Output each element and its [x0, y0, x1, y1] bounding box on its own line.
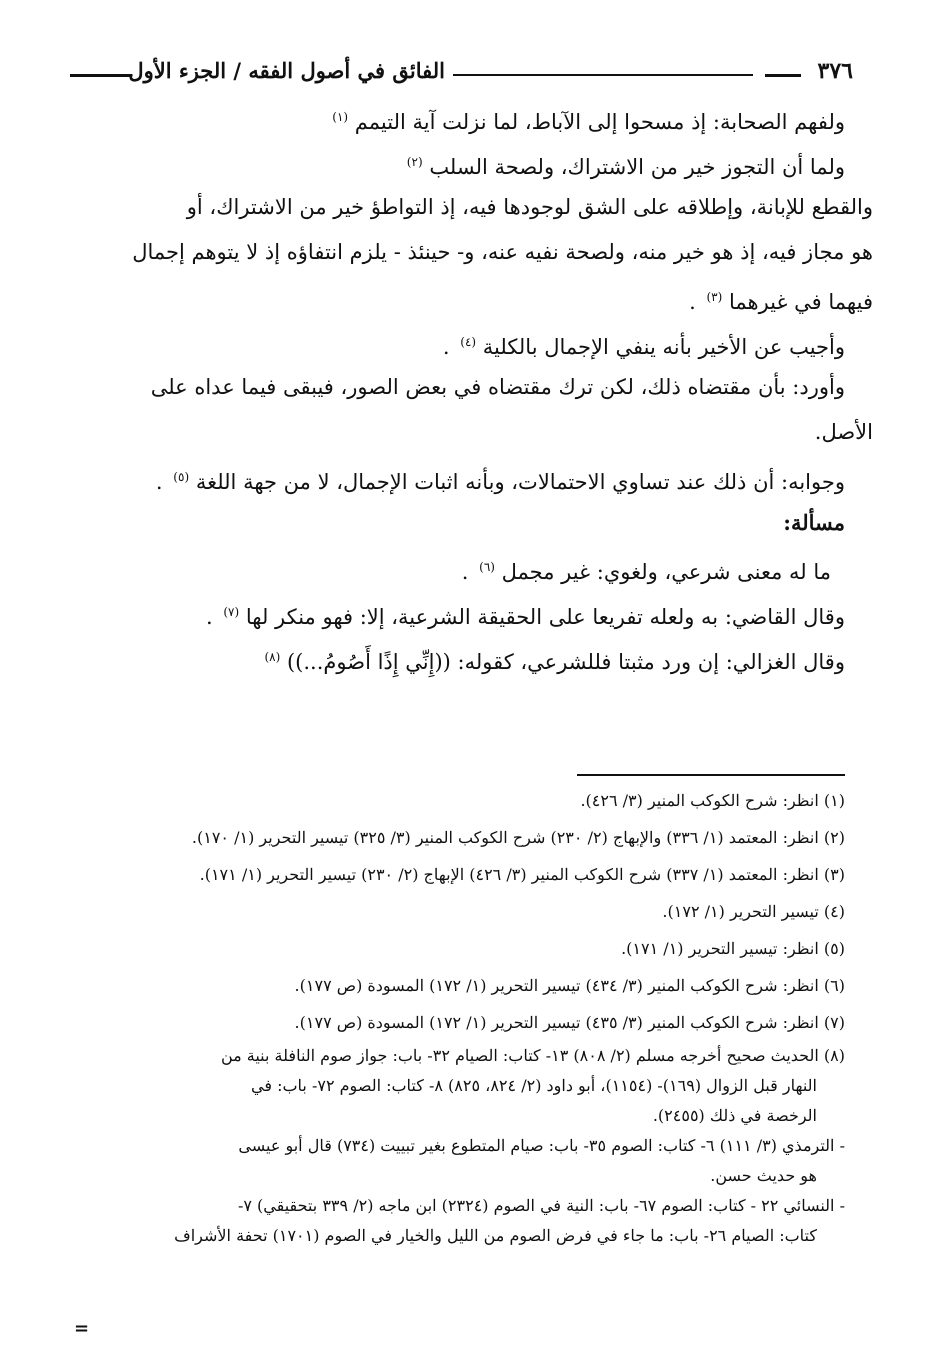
- text-span: ولفهم الصحابة: إذ مسحوا إلى الآباط، لما نزلت آية التيمم: [354, 110, 845, 134]
- footnote-ref: (٦): [479, 560, 495, 574]
- text-span: وقال الغزالي: إن ورد مثبتا فللشرعي، كقوله: ((إِنِّي إِذًا أَصُومُ...)): [286, 650, 845, 674]
- text-line: [70, 365, 845, 410]
- footnote-continuation: كتاب: الصيام ٢٦- باب: ما جاء في فرض الصوم من الليل والخيار في الصوم (١٧٠١) تحفة الأشراف: [174, 1226, 817, 1245]
- text-line: [70, 635, 845, 680]
- footnote-ref: (٨): [264, 650, 281, 664]
- main-text: [70, 95, 873, 680]
- text-span: وجوابه: أن ذلك عند تساوي الاحتمالات، وبأنه اثبات الإجمال، لا من جهة اللغة: [195, 470, 845, 494]
- footnote: (٧) انظر: شرح الكوكب المنير (٣/ ٤٣٥) تيسير التحرير (١/ ١٧٢) المسودة (ص ١٧٧).: [294, 1013, 845, 1032]
- text-span: .: [205, 605, 213, 629]
- footnote: (٦) انظر: شرح الكوكب المنير (٣/ ٤٣٤) تيسير التحرير (١/ ١٧٢) المسودة (ص ١٧٧).: [294, 976, 845, 995]
- text-span: ولما أن التجوز خير من الاشتراك، ولصحة السلب: [429, 155, 845, 179]
- text-line: [70, 140, 845, 185]
- text-line: [70, 185, 873, 230]
- text-span: الأصل.: [814, 420, 873, 444]
- page-number: ٣٧٦: [817, 58, 853, 84]
- text-span: ما له معنى شرعي، ولغوي: غير مجمل: [501, 560, 831, 584]
- footnote-continuation: الرخصة في ذلك (٢٤٥٥).: [652, 1106, 817, 1125]
- continuation-mark: =: [74, 1318, 90, 1339]
- text-line: [70, 545, 845, 590]
- footnote-ref: (٥): [173, 470, 190, 484]
- text-line: [70, 95, 845, 140]
- text-line: [70, 320, 845, 365]
- footnote-item: - النسائي ٢٢ - كتاب: الصوم ٦٧- باب: النية في الصوم (٢٣٢٤) ابن ماجه (٢/ ٣٣٩ بتحقيقي) ٧-: [237, 1196, 845, 1215]
- footnote-continuation: النهار قبل الزوال (١٦٩)- (١١٥٤)، أبو داود (٢/ ٨٢٤، ٨٢٥) ٨- كتاب: الصوم ٧٢- باب: في: [251, 1076, 817, 1095]
- footnote: (٢) انظر: المعتمد (١/ ٣٣٦) والإبهاج (٢/ ٢٣٠) شرح الكوكب المنير (٣/ ٣٢٥) تيسير التحرير (١/ ١٧٠).: [191, 828, 845, 847]
- footnote: (٨) الحديث صحيح أخرجه مسلم (٢/ ٨٠٨) ١٣- كتاب: الصيام ٣٢- باب: جواز صوم النافلة بنية من: [220, 1046, 845, 1065]
- text-line: [70, 455, 845, 500]
- text-span: وقال القاضي: به ولعله تفريعا على الحقيقة الشرعية، إلا: فهو منكر لها: [245, 605, 845, 629]
- text-span: .: [155, 470, 163, 494]
- text-span: هو مجاز فيه، إذ هو خير منه، ولصحة نفيه عنه، و- حينئذ - يلزم انتفاؤه إذ لا يتوهم إجمال: [132, 240, 873, 264]
- footnote: (١) انظر: شرح الكوكب المنير (٣/ ٤٢٦).: [580, 791, 845, 810]
- text-span: .: [461, 560, 469, 584]
- text-span: وأورد: بأن مقتضاه ذلك، لكن ترك مقتضاه في بعض الصور، فيبقى فيما عداه على: [150, 375, 845, 399]
- running-header: [70, 58, 853, 92]
- footnote-separator: [577, 774, 845, 776]
- text-line: [70, 590, 845, 635]
- footnote-ref: (٧): [223, 605, 240, 619]
- text-span: فيهما في غيرهما: [728, 290, 873, 314]
- header-rule-left: [70, 74, 132, 77]
- footnote-continuation: هو حديث حسن.: [710, 1166, 817, 1185]
- header-rule-middle: [453, 74, 753, 76]
- footnote: (٣) انظر: المعتمد (١/ ٣٣٧) شرح الكوكب المنير (٣/ ٤٢٦) الإبهاج (٢/ ٢٣٠) تيسير التحرير (١/ ١٧١).: [199, 865, 845, 884]
- text-span: وأجيب عن الأخير بأنه ينفي الإجمال بالكلية: [482, 335, 845, 359]
- book-title: الفائق في أصول الفقه / الجزء الأول: [128, 58, 445, 83]
- footnote-ref: (٤): [460, 335, 477, 349]
- text-span: .: [442, 335, 450, 359]
- text-line: [70, 230, 873, 275]
- header-rule-right: [765, 74, 801, 77]
- text-span: .: [689, 290, 696, 314]
- footnotes: [72, 782, 845, 1251]
- text-line: [70, 410, 873, 455]
- footnote: (٤) تيسير التحرير (١/ ١٧٢).: [662, 902, 845, 921]
- text-line: [70, 275, 873, 320]
- text-span: والقطع للإبانة، وإطلاقه على الشق لوجودها فيه، إذ التواطؤ خير من الاشتراك، أو: [186, 195, 873, 219]
- footnote-ref: (٢): [406, 155, 423, 169]
- section-heading: مسألة:: [783, 510, 845, 535]
- footnote-item: - الترمذي (٣/ ١١١) ٦- كتاب: الصوم ٣٥- باب: صيام المتطوع بغير تبييت (٧٣٤) قال أبو عيسى: [238, 1136, 845, 1155]
- footnote-ref: (٣): [706, 290, 723, 304]
- footnote: (٥) انظر: تيسير التحرير (١/ ١٧١).: [621, 939, 845, 958]
- footnote-ref: (١): [332, 110, 349, 124]
